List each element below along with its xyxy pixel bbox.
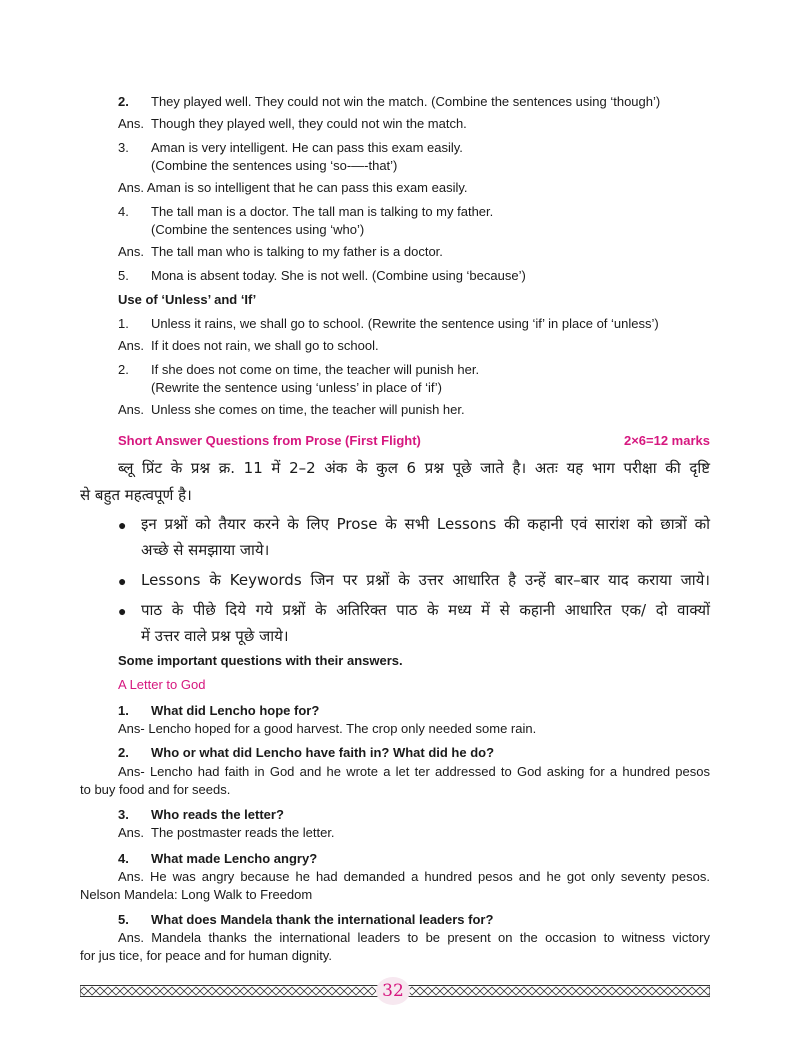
- question-text: Who or what did Lencho have faith in? What did he do?: [151, 745, 495, 760]
- answer-text: The tall man who is talking to my father is a doctor.: [151, 244, 443, 259]
- question-instruction: (Rewrite the sentence using ‘unless’ in place of ‘if’): [151, 380, 442, 395]
- answer-text: If it does not rain, we shall go to school.: [151, 338, 379, 353]
- question-number: 5.: [118, 268, 129, 283]
- answer-label: Ans.: [118, 402, 145, 417]
- section-title: Short Answer Questions from Prose (First Flight): [118, 433, 421, 448]
- bullet-text: पाठ के पीछे दिये गये प्रश्नों के अतिरिक्त पाठ के मध्य में से कहानी आधारित एक/ दो वाक्यों: [141, 601, 710, 619]
- question-number: 2.: [118, 362, 129, 377]
- question-number: 4.: [118, 204, 129, 219]
- bullet-text: इन प्रश्नों को तैयार करने के लिए Prose के सभी Lessons की कहानी एवं सारांश को छात्रों को: [141, 515, 710, 533]
- bullet-text: Lessons के Keywords जिन पर प्रश्नों के उत्तर आधारित है उन्हें बार–बार याद कराया जाये।: [141, 571, 710, 589]
- question-text: What did Lencho hope for?: [151, 703, 320, 718]
- answer-text: Ans. He was angry because he had demanded a hundred pesos and he got only seventy pesos.: [118, 869, 710, 884]
- question-instruction: (Combine the sentences using ‘so-—-that’): [151, 158, 398, 173]
- bullet-icon: ●: [118, 573, 127, 589]
- bullet-text: अच्छे से समझाया जाये।: [141, 541, 270, 559]
- question-text: Mona is absent today. She is not well. (Combine using ‘because’): [151, 268, 526, 283]
- answer-text: Ans. Aman is so intelligent that he can pass this exam easily.: [118, 180, 468, 195]
- question-text: The tall man is a doctor. The tall man is talking to my father.: [151, 204, 494, 219]
- answer-text: Though they played well, they could not win the match.: [151, 116, 467, 131]
- answer-label: Ans.: [118, 244, 145, 259]
- bullet-icon: ●: [118, 603, 127, 619]
- answer-text: Ans. Mandela thanks the international leaders to be present on the occasion to witness victory: [118, 930, 710, 945]
- question-number: 1.: [118, 316, 129, 331]
- question-number: 2.: [118, 94, 129, 109]
- important-heading: Some important questions with their answers.: [118, 653, 403, 668]
- question-number: 1.: [118, 703, 129, 718]
- answer-text: Ans- Lencho had faith in God and he wrote a let ter addressed to God asking for a hundred pesos: [118, 764, 710, 779]
- page-number: 32: [382, 981, 404, 1001]
- answer-text: The postmaster reads the letter.: [151, 825, 335, 840]
- bullet-icon: ●: [118, 517, 127, 533]
- question-number: 2.: [118, 745, 129, 760]
- question-number: 4.: [118, 851, 129, 866]
- question-number: 3.: [118, 807, 129, 822]
- answer-label: Ans.: [118, 825, 145, 840]
- marks-label: 2×6=12 marks: [623, 433, 710, 448]
- lesson-title: Nelson Mandela: Long Walk to Freedom: [80, 887, 313, 902]
- question-number: 3.: [118, 140, 129, 155]
- answer-text: to buy food and for seeds.: [80, 782, 231, 797]
- question-instruction: (Combine the sentences using ‘who’): [151, 222, 365, 237]
- question-text: What made Lencho angry?: [151, 851, 318, 866]
- answer-label: Ans.: [118, 338, 145, 353]
- lesson-heading: A Letter to God: [118, 677, 206, 692]
- answer-text: Ans- Lencho hoped for a good harvest. The crop only needed some rain.: [118, 721, 537, 736]
- question-text: Aman is very intelligent. He can pass this exam easily.: [151, 140, 463, 155]
- question-text: Who reads the letter?: [151, 807, 284, 822]
- answer-label: Ans.: [118, 116, 145, 131]
- answer-text: Unless she comes on time, the teacher will punish her.: [151, 402, 465, 417]
- question-number: 5.: [118, 912, 129, 927]
- section-heading: Use of ‘Unless’ and ‘If’: [118, 292, 257, 307]
- bullet-text: में उत्तर वाले प्रश्न पूछे जाये।: [141, 627, 289, 645]
- question-text: What does Mandela thank the international leaders for?: [151, 912, 494, 927]
- answer-text: for jus tice, for peace and for human dignity.: [80, 948, 332, 963]
- intro-line: से बहुत महत्वपूर्ण है।: [80, 486, 192, 504]
- intro-line: ब्लू प्रिंट के प्रश्न क्र. 11 में 2–2 अंक के कुल 6 प्रश्न पूछे जाते है। अतः यह भाग परीक्षा की दृष्टि: [118, 459, 710, 477]
- question-text: Unless it rains, we shall go to school. (Rewrite the sentence using ‘if’ in place of ‘unless’): [151, 316, 659, 331]
- question-text: They played well. They could not win the match. (Combine the sentences using ‘though’): [151, 94, 661, 109]
- question-text: If she does not come on time, the teacher will punish her.: [151, 362, 480, 377]
